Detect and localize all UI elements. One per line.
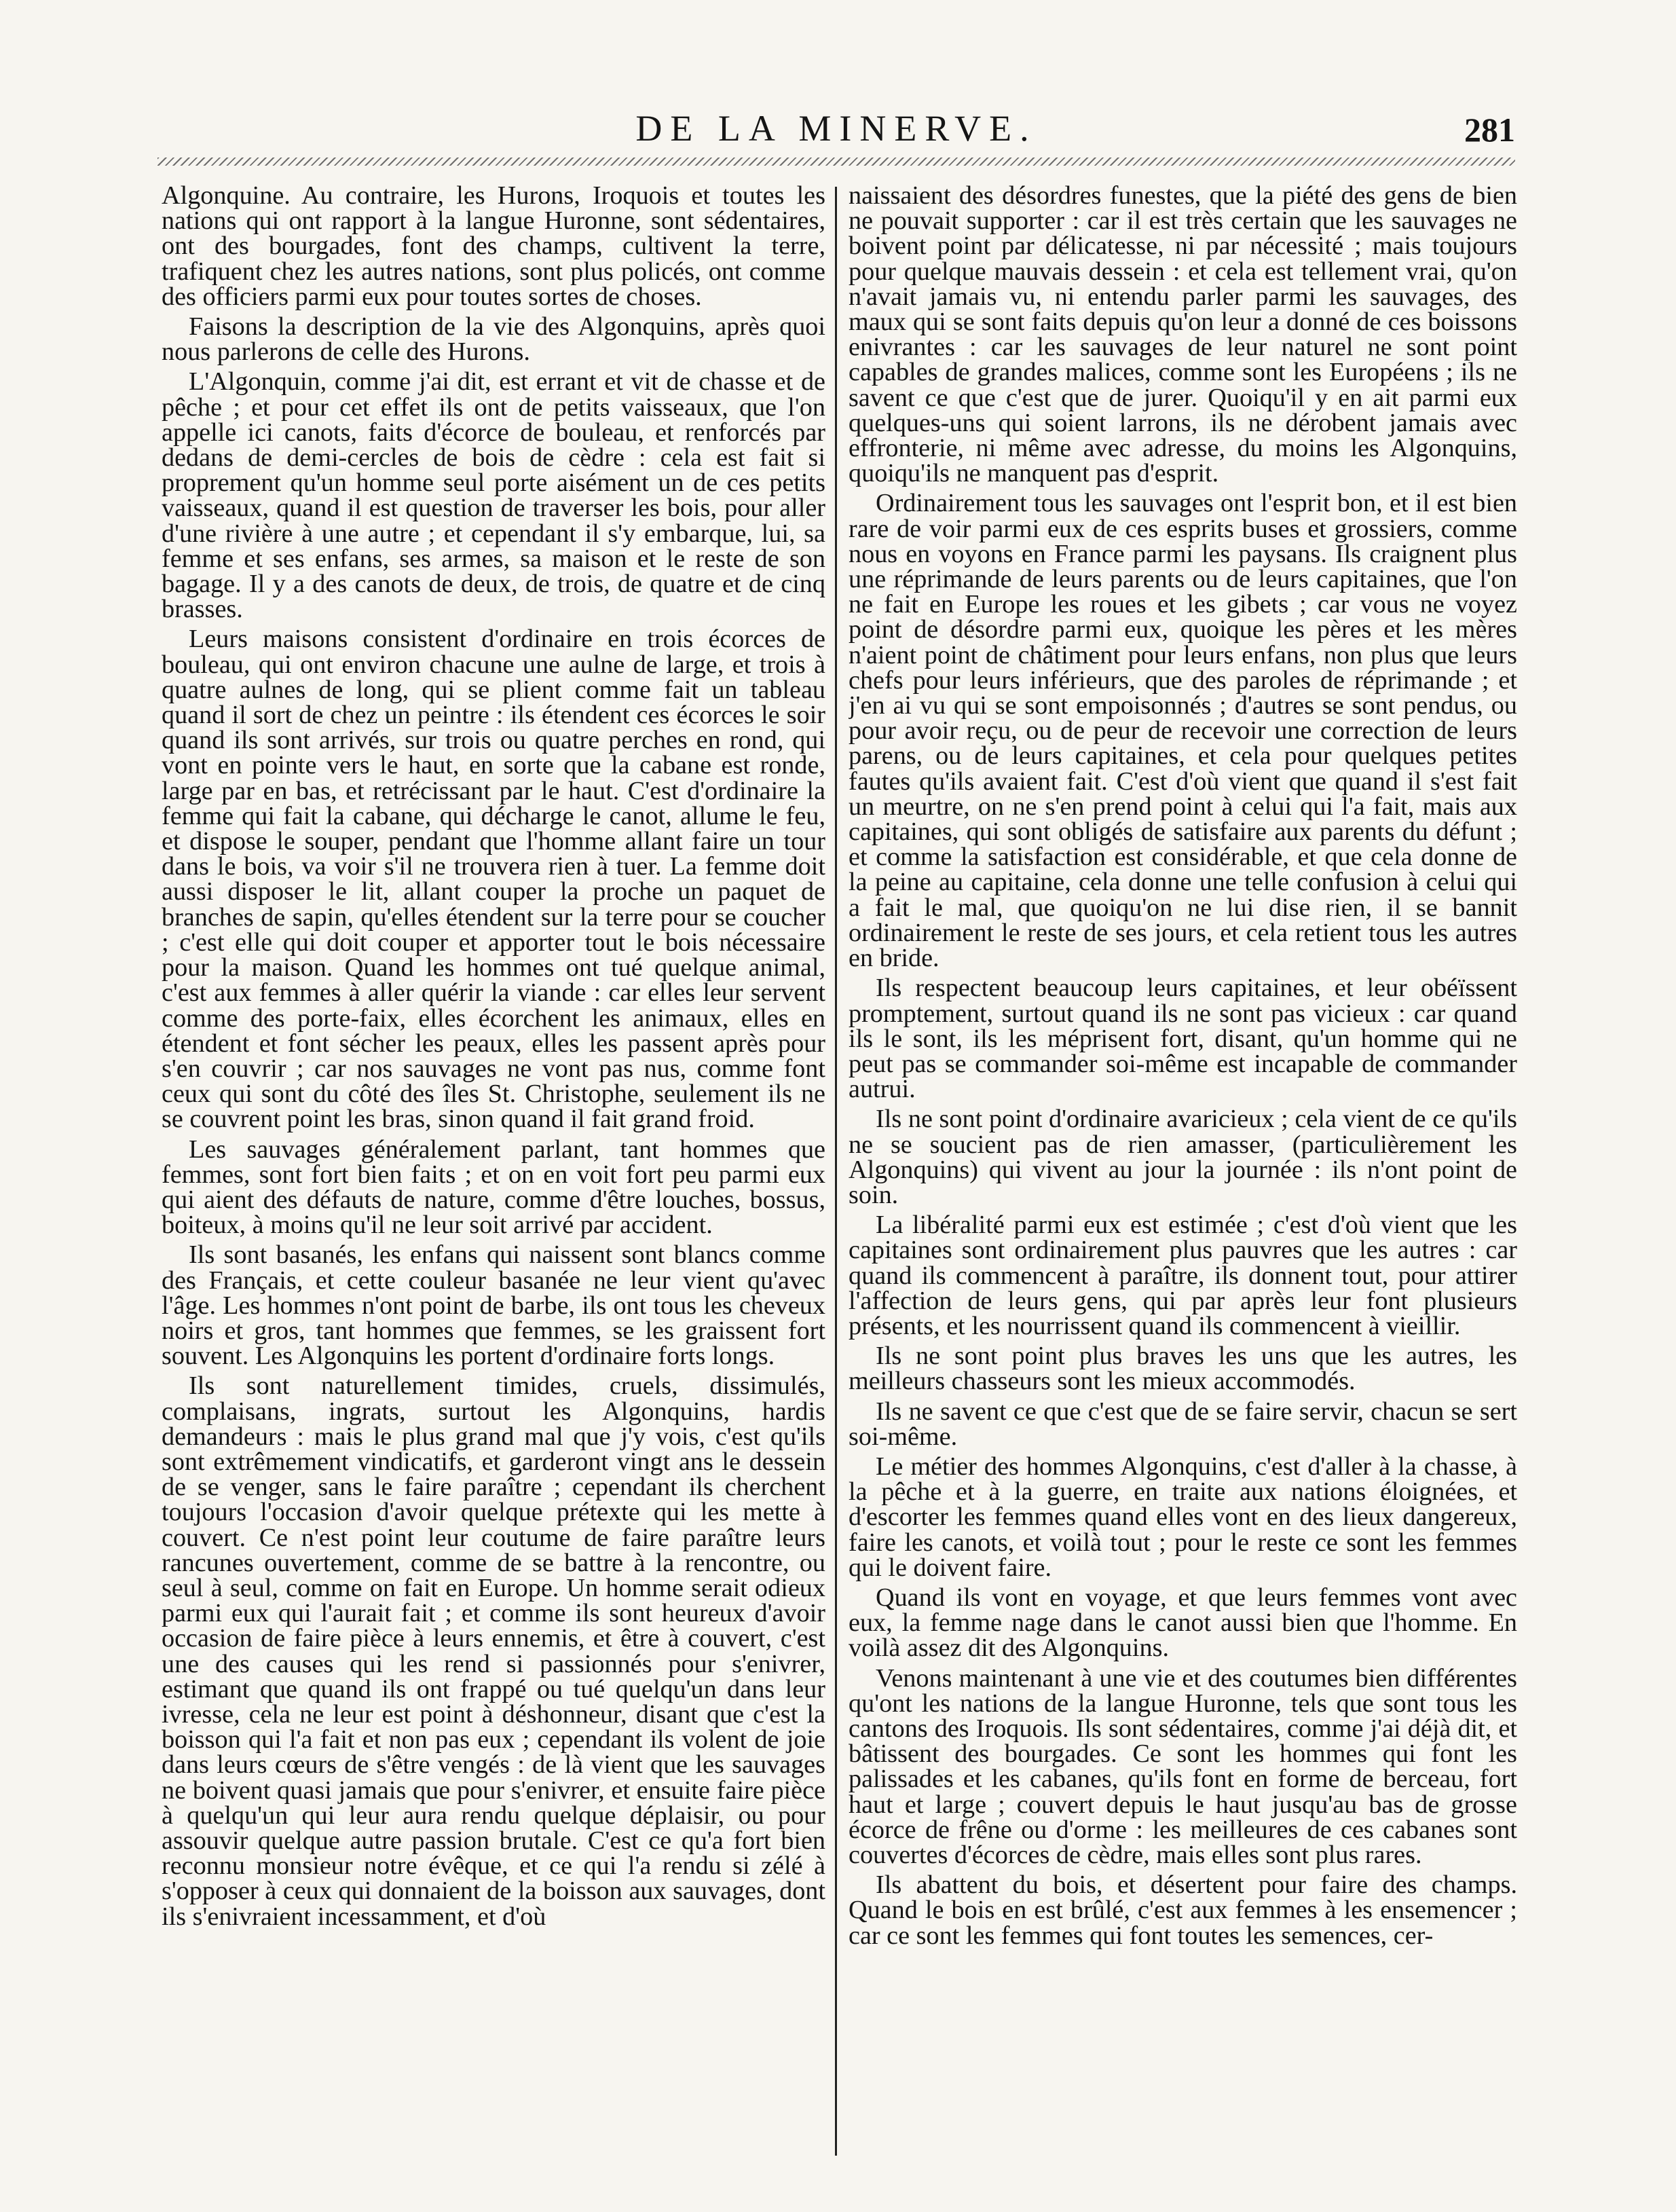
- paragraph: La libéralité parmi eux est estimée ; c'est d'où vient que les capitaines sont ordinairement plus pauvres que les autres : car quand ils commencent à paraître, ils donnent tout, pour attirer l'affection de leurs gens, qui par après leur font plusieurs présents, et les nourrissent quand ils commencent à vieillir.: [849, 1211, 1517, 1340]
- paragraph: Les sauvages généralement parlant, tant hommes que femmes, sont fort bien faits ; et on en voit fort peu parmi eux qui aient des défauts de nature, comme d'être louches, bossus, boiteux, à moins qu'il ne leur soit arrivé par accident.: [162, 1135, 825, 1240]
- paragraph: Ils sont naturellement timides, cruels, dissimulés, complaisans, ingrats, surtout les Algonquins, hardis demandeurs : mais le plus grand mal que j'y vois, c'est qu'ils sont extrêmement vindicatifs, et garderont vingt ans le dessein de se venger, sans le faire paraître ; cependant ils cherchent toujours l'occasion d'avoir quelque prétexte qui les mette à couvert. Ce n'est point leur coutume de faire paraître leurs rancunes ouvertement, comme de se battre à la rencontre, ou seul à seul, comme on fait en Europe. Un homme serait odieux parmi eux qui l'aurait fait ; et comme ils sont heureux d'avoir occasion de faire pièce à leurs ennemis, et être à couvert, c'est une des causes qui les rend si passionnés pour s'enivrer, estimant que quand ils ont frappé ou tué quelqu'un dans leur ivresse, cela ne leur est point à déshonneur, disant que c'est la boisson qui l'a fait et non pas eux ; cependant ils volent de joie dans leurs cœurs de s'être vengés : de là vient que les sauvages ne boivent quasi jamais que pour s'enivrer, et ensuite faire pièce à quelqu'un qui leur aura rendu quelque déplaisir, ou pour assouvir quelque autre passion brutale. C'est ce qu'a fort bien reconnu monsieur notre évêque, et ce qui l'a rendu si zélé à s'opposer à ceux qui donnaient de la boisson aux sauvages, dont ils s'enivraient incessamment, et d'où: [162, 1371, 825, 1931]
- paragraph: Ils abattent du bois, et désertent pour faire des champs. Quand le bois en est brûlé, c'est aux femmes à les ensemencer ; car ce sont les femmes qui font toutes les semences, cer-: [849, 1870, 1517, 1950]
- paragraph: Le métier des hommes Algonquins, c'est d'aller à la chasse, à la pêche et à la guerre, en traite aux nations éloignées, et d'escorter les femmes quand elles vont en des lieux dangereux, faire les canots, et voilà tout ; pour le reste ce sont les femmes qui le doivent faire.: [849, 1452, 1517, 1582]
- paragraph: naissaient des désordres funestes, que la piété des gens de bien ne pouvait supporter : car il est très certain que les sauvages ne boivent point par délicatesse, ni par nécessité ; mais toujours pour quelque mauvais dessein : et cela est tellement vrai, qu'on n'avait jamais vu, ni entendu parler parmi les sauvages, des maux qui se sont faits depuis qu'on leur a donné de ces boissons enivrantes : car les sauvages de leur naturel ne sont point capables de grandes malices, comme sont les Européens ; ils ne savent ce que c'est que de jurer. Quoiqu'il y en ait parmi eux quelques-uns qui soient larrons, ils ne dérobent jamais avec effronterie, ni même avec adresse, du moins les Algonquins, quoiqu'ils ne manquent pas d'esprit.: [849, 183, 1517, 488]
- header-rule: [157, 158, 1515, 166]
- paragraph: Faisons la description de la vie des Algonquins, après quoi nous parlerons de celle des Hurons.: [162, 312, 825, 367]
- running-title: DE LA MINERVE.: [635, 108, 1037, 149]
- paragraph: L'Algonquin, comme j'ai dit, est errant et vit de chasse et de pêche ; et pour cet effet ils ont de petits vaisseaux, que l'on appelle ici canots, faits d'écorce de bouleau, et renforcés par dedans de demi-cercles de bois de cèdre : cela est fait si proprement qu'un homme seul porte aisément un de ces petits vaisseaux, quand il est question de traverser les bois, pour aller d'une rivière à une autre ; et cependant il s'y embarque, lui, sa femme et ses enfans, ses armes, sa maison et le reste de son bagage. Il y a des canots de deux, de trois, de quatre et de cinq brasses.: [162, 367, 825, 624]
- paragraph: Venons maintenant à une vie et des coutumes bien différentes qu'ont les nations de la langue Huronne, tels que sont tous les cantons des Iroquois. Ils sont sédentaires, comme j'ai déjà dit, et bâtissent des bourgades. Ce sont les hommes qui font les palissades et les cabanes, qu'ils font en forme de berceau, fort haut et large ; couvert depuis le haut jusqu'au bas de grosse écorce de frêne ou d'orme : les meilleures de ces cabanes sont couvertes d'écorces de cèdre, mais elles sont plus rares.: [849, 1663, 1517, 1869]
- paragraph: Ils respectent beaucoup leurs capitaines, et leur obéïssent promptement, surtout quand ils ne sont pas vicieux : car quand ils le sont, ils les méprisent fort, disant, qu'un homme qui ne peut pas se commander soi-même est incapable de commander autrui.: [849, 974, 1517, 1104]
- paragraph: Algonquine. Au contraire, les Hurons, Iroquois et toutes les nations qui ont rapport à la langue Huronne, sont sédentaires, ont des bourgades, font des champs, cultivent la terre, trafiquent chez les autres nations, sont plus policés, ont comme des officiers parmi eux pour toutes sortes de choses.: [162, 183, 825, 311]
- paragraph: Ils sont basanés, les enfans qui naissent sont blancs comme des Français, et cette couleur basanée ne leur vient qu'avec l'âge. Les hommes n'ont point de barbe, ils ont tous les cheveux noirs et gros, tant hommes que femmes, se les graissent fort souvent. Les Algonquins les portent d'ordinaire forts longs.: [162, 1240, 825, 1371]
- paragraph: Ils ne sont point d'ordinaire avaricieux ; cela vient de ce qu'ils ne se soucient pas de rien amasser, (particulièrement les Algonquins) qui vivent au jour la journée : ils n'ont point de soin.: [849, 1105, 1517, 1209]
- column-divider: [835, 187, 837, 2156]
- left-column: [162, 183, 825, 2166]
- paragraph: Leurs maisons consistent d'ordinaire en trois écorces de bouleau, qui ont environ chacune une aulne de large, et trois à quatre aulnes de long, qui se plient comme fait un tableau quand il sort de chez un peintre : ils étendent ces écorces le soir quand ils sont arrivés, sur trois ou quatre perches en rond, qui vont en pointe vers le haut, en sorte que la cabane est ronde, large par en bas, et retrécissant par le haut. C'est d'ordinaire la femme qui fait la cabane, qui décharge le canot, allume le feu, et dispose le souper, pendant que l'homme allant faire un tour dans le bois, va voir s'il ne trouvera rien à tuer. La femme doit aussi disposer le lit, allant couper la proche un paquet de branches de sapin, qu'elles étendent sur la terre pour se coucher ; c'est elle qui doit couper et apporter tout le bois nécessaire pour la maison. Quand les hommes ont tué quelque animal, c'est aux femmes à aller quérir la viande : car elles leur servent comme des porte-faix, elles écorchent les animaux, elles en étendent et font sécher les peaux, elles les passent après pour s'en couvrir ; car nos sauvages ne vont pas nus, comme font ceux qui sont du côté des îles St. Christophe, seulement ils ne se couvrent point les bras, sinon quand il fait grand froid.: [162, 625, 825, 1134]
- paragraph: Quand ils vont en voyage, et que leurs femmes vont avec eux, la femme nage dans le canot aussi bien que l'homme. En voilà assez dit des Algonquins.: [849, 1583, 1517, 1663]
- right-column: [849, 183, 1517, 2166]
- paragraph: Ils ne savent ce que c'est que de se faire servir, chacun se sert soi-même.: [849, 1397, 1517, 1451]
- page-header: [157, 102, 1515, 156]
- paragraph: Ordinairement tous les sauvages ont l'esprit bon, et il est bien rare de voir parmi eux de ces esprits buses et grossiers, comme nous en voyons en France parmi les paysans. Ils craignent plus une réprimande de leurs parents ou de leurs capitaines, que l'on ne fait en Europe les roues et les gibets ; car vous ne voyez point de désordre parmi eux, quoique les pères et les mères n'aient point de châtiment pour leurs enfans, non plus que leurs chefs pour leurs inférieurs, que des paroles de réprimande ; et j'en ai vu qui se sont empoisonnés ; d'autres se sont pendus, ou pour avoir reçu, ou de peur de recevoir une correction de leurs parens, ou de leurs capitaines, et cela pour quelques petites fautes qu'ils avaient fait. C'est d'où vient que quand il s'est fait un meurtre, on ne s'en prend point à celui qui l'a fait, mais aux capitaines, qui sont obligés de satisfaire aux parents du défunt ; et comme la satisfaction est considérable, et que cela donne de la peine au capitaine, cela donne une telle confusion à celui qui a fait le mal, que quoiqu'on ne lui dise rien, il se bannit ordinairement le reste de ses jours, et cela retient tous les autres en bride.: [849, 489, 1517, 973]
- page-number: 281: [1464, 111, 1515, 149]
- paragraph: Ils ne sont point plus braves les uns que les autres, les meilleurs chasseurs sont les mieux accommodés.: [849, 1342, 1517, 1396]
